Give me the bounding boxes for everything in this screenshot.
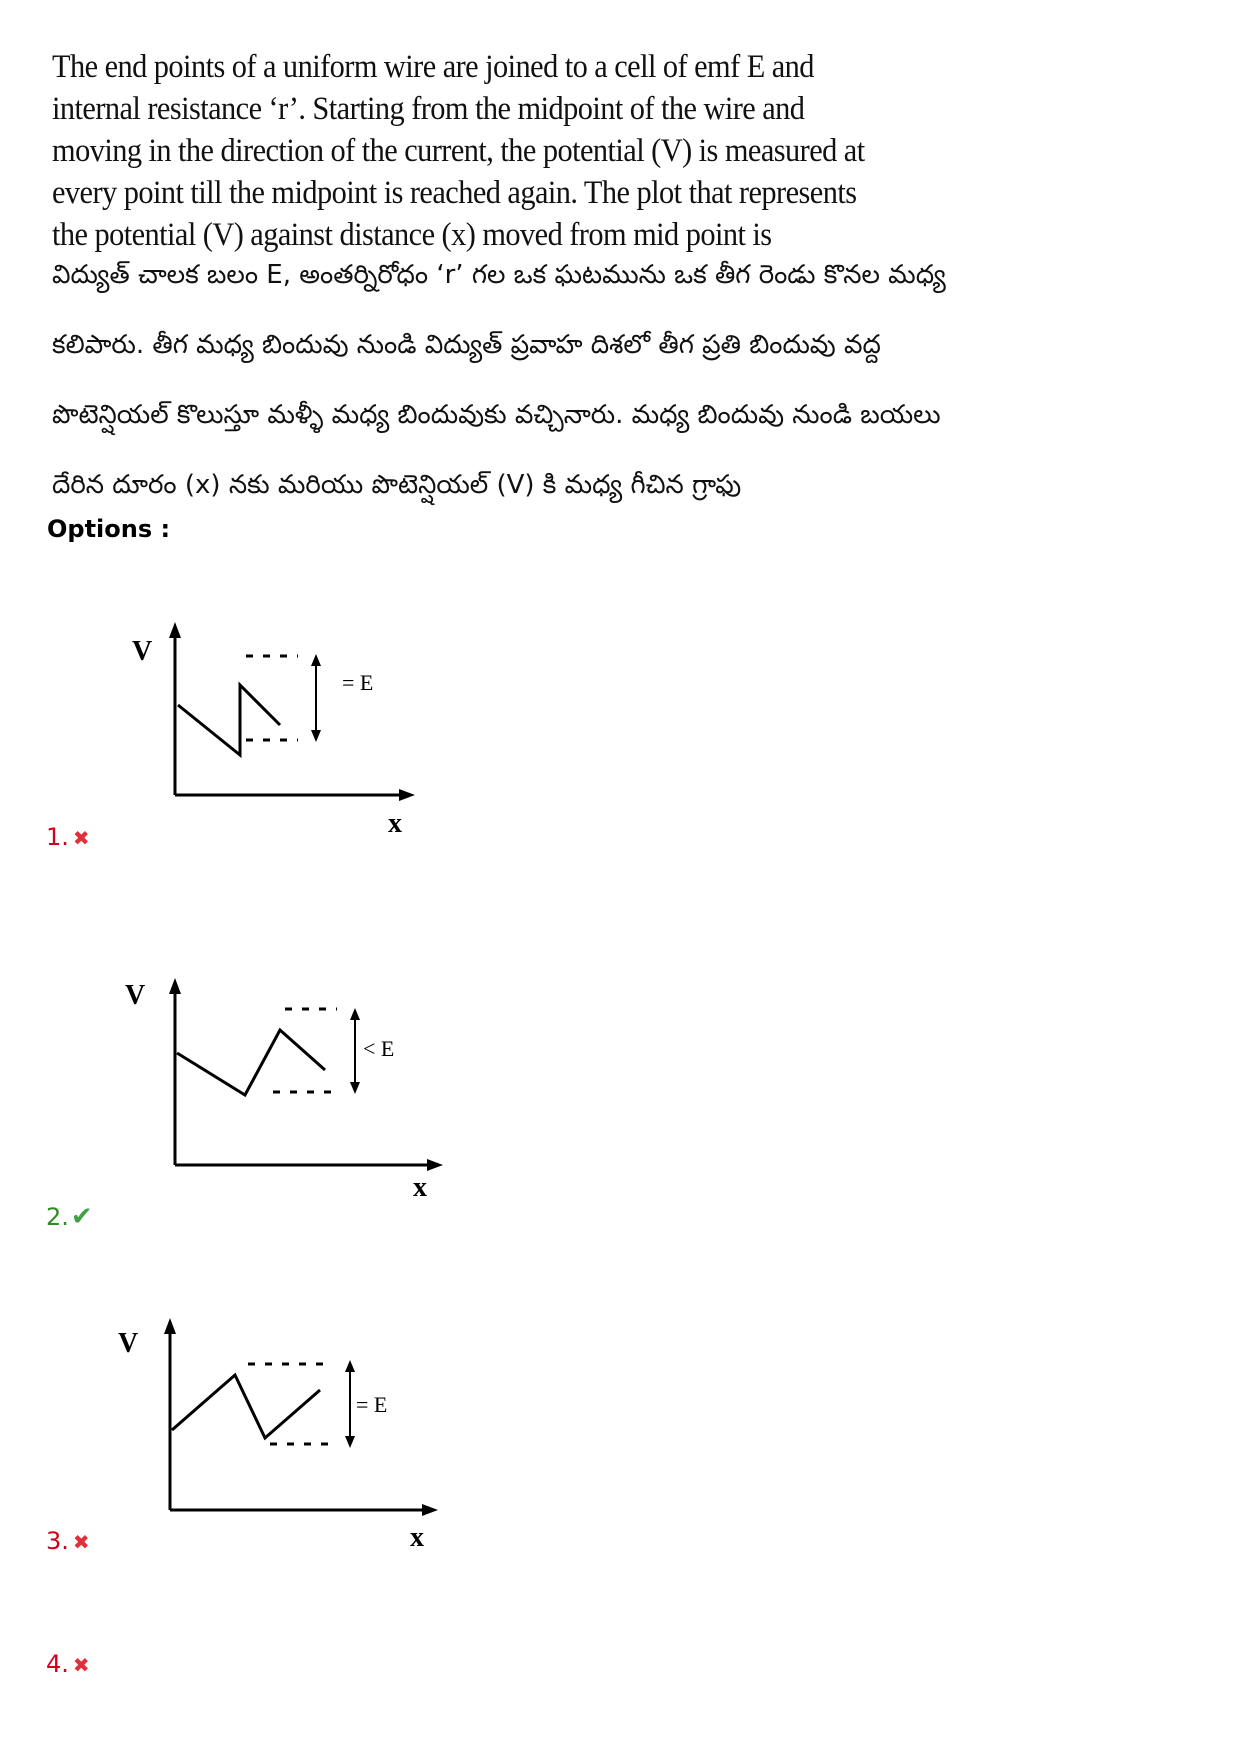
- double-arrow-down: [311, 730, 321, 742]
- x-axis-label: x: [410, 1522, 424, 1553]
- y-axis-label: V: [125, 980, 146, 1011]
- annotation-label: = E: [356, 1392, 388, 1417]
- double-arrow-down: [350, 1082, 360, 1094]
- option-number: 4.: [46, 1650, 69, 1678]
- check-icon: ✔: [70, 1202, 93, 1232]
- double-arrow-down: [345, 1436, 355, 1448]
- potential-curve: [172, 1375, 320, 1438]
- option-2-number[interactable]: [46, 1202, 93, 1232]
- options-label: Options :: [47, 515, 171, 543]
- option-1-graph: [120, 610, 430, 840]
- option-1-number[interactable]: [46, 823, 90, 851]
- option-number: 1.: [46, 823, 69, 851]
- annotation-label: = E: [342, 670, 374, 695]
- cross-icon: ✖: [72, 826, 90, 850]
- y-axis-label: V: [132, 636, 153, 667]
- potential-curve: [178, 685, 280, 755]
- y-axis-label: V: [118, 1328, 139, 1359]
- question-text-english: The end points of a uniform wire are joined to a cell of emf E and internal resistance ‘r’. Starting from the midpoint of the wire and moving in the direction of the current, the potential (V) is measured at every point till the midpoint is reached again. The plot that represents the potential (V) against distance (x) moved from mid point is: [52, 49, 865, 253]
- double-arrow-up: [311, 654, 321, 666]
- annotation-label: < E: [363, 1036, 395, 1061]
- double-arrow-up: [350, 1008, 360, 1020]
- x-axis-arrow: [427, 1159, 443, 1171]
- y-axis-arrow: [164, 1318, 176, 1334]
- double-arrow-up: [345, 1360, 355, 1372]
- cross-icon: ✖: [72, 1653, 90, 1677]
- option-2-graph: [115, 960, 455, 1215]
- option-3-number[interactable]: [46, 1527, 90, 1555]
- option-number: 3.: [46, 1527, 69, 1555]
- option-number: 2.: [46, 1203, 69, 1231]
- option-4-number[interactable]: [46, 1650, 90, 1678]
- cross-icon: ✖: [72, 1530, 90, 1554]
- x-axis-label: x: [413, 1172, 427, 1203]
- x-axis-arrow: [422, 1504, 438, 1516]
- option-3-graph: [110, 1300, 450, 1555]
- potential-curve: [177, 1030, 325, 1095]
- y-axis-arrow: [169, 622, 181, 638]
- y-axis-arrow: [169, 978, 181, 994]
- question-text-telugu: విద్యుత్ చాలక బలం E, అంతర్నిరోధం ‘r’ గల ఒక ఘటమును ఒక తీగ రెండు కొనల మధ్య కలిపారు. తీగ మధ్య బిందువు నుండి విద్యుత్ ప్రవాహ దిశలో తీగ ప్రతి బిందువు వద్ద పొటెన్షియల్ కొలుస్తూ మళ్ళీ మధ్య బిందువుకు వచ్చినారు. మధ్య బిందువు నుండి బయలు దేరిన దూరం (x) నకు మరియు పొటెన్షియల్ (V) కి మధ్య గీచిన గ్రాఫు: [52, 260, 946, 500]
- x-axis-arrow: [399, 789, 415, 801]
- x-axis-label: x: [388, 808, 402, 839]
